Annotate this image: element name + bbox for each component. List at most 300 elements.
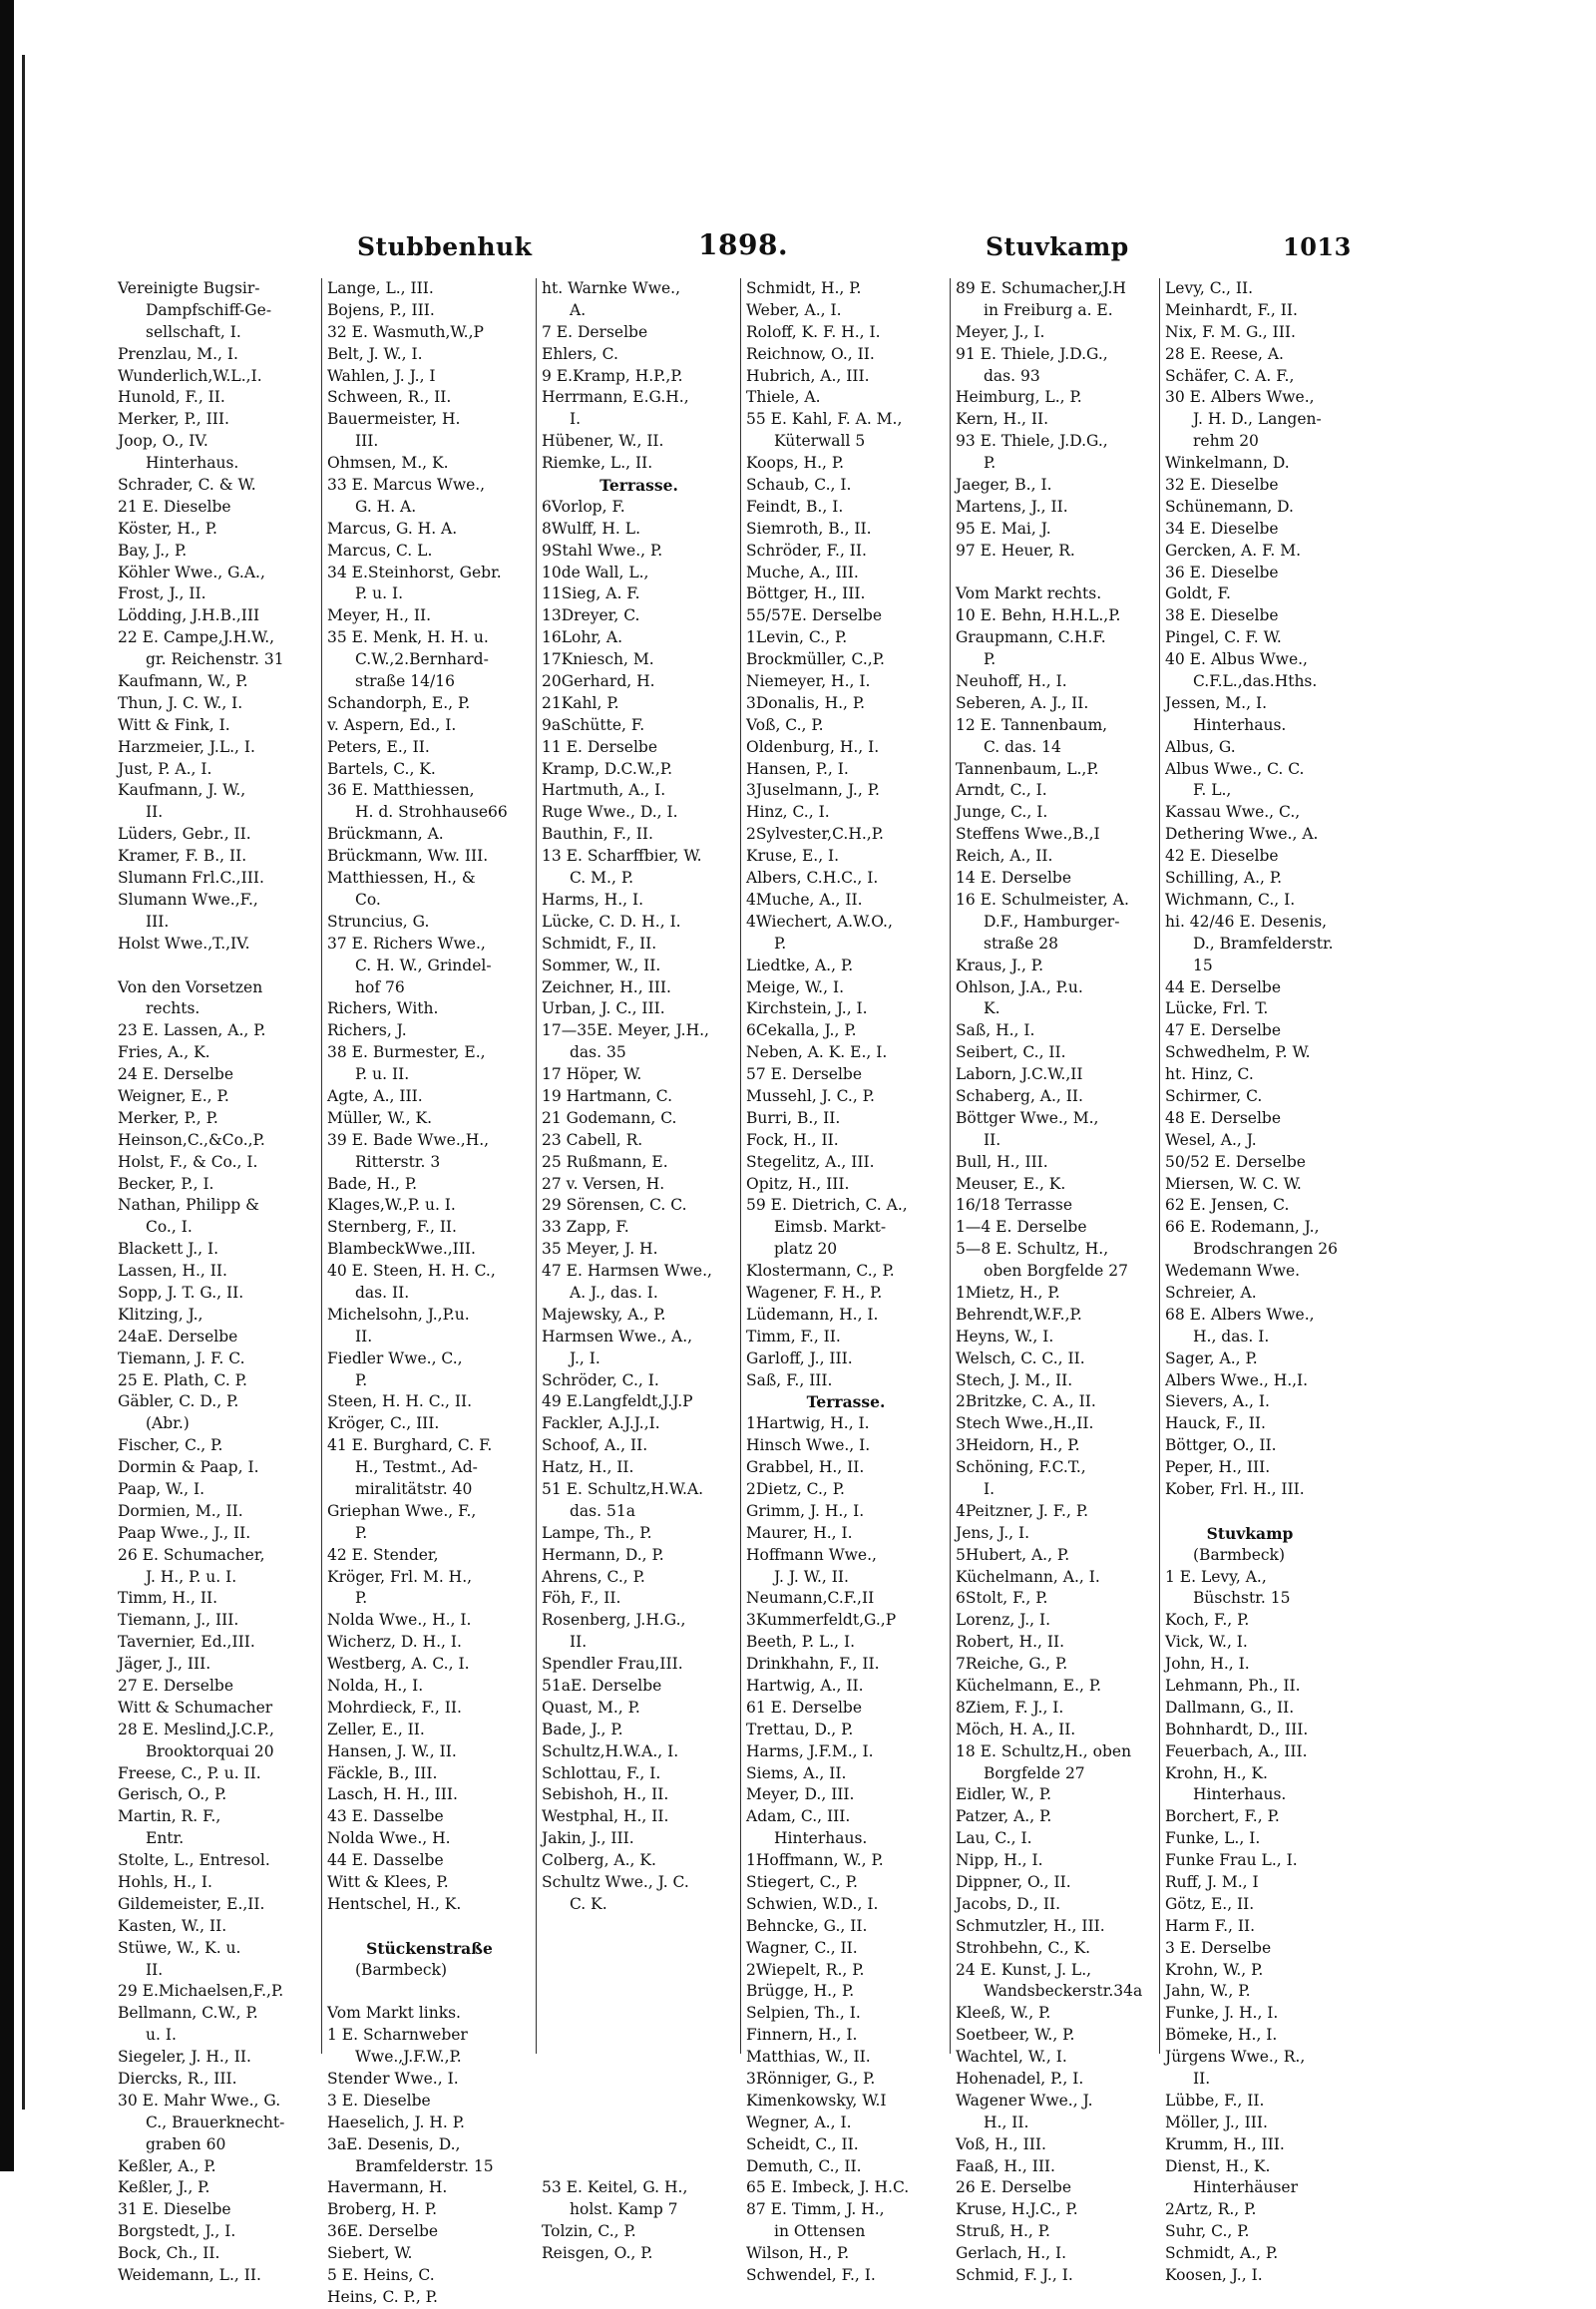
directory-entry: Vom Markt rechts. (956, 584, 1102, 603)
column-5 (956, 278, 1155, 2285)
directory-entry: Blackett J., I. (118, 1240, 219, 1259)
directory-entry: Hinterhäuser (1193, 2178, 1299, 2197)
directory-entry: Borgstedt, J., I. (118, 2222, 236, 2241)
directory-entry: Bay, J., P. (118, 541, 188, 560)
directory-entry: Patzer, A., P. (956, 1807, 1052, 1826)
directory-entry: 87 E. Timm, J. H., (746, 2200, 885, 2219)
directory-entry: Stiegert, C., P. (746, 1873, 858, 1892)
directory-entry (542, 2091, 736, 2113)
directory-entry: Böttger, O., II. (1165, 1436, 1277, 1455)
directory-entry: Slumann Wwe.,F., (118, 890, 258, 909)
directory-entry: Stender Wwe., I. (327, 2070, 459, 2089)
column-6 (1165, 278, 1339, 2285)
column-3 (542, 278, 736, 2263)
directory-entry: 89 E. Schumacher,J.H (956, 279, 1126, 297)
directory-entry: 36 E. Dieselbe (1165, 563, 1279, 581)
directory-entry: 16Lohr, A. (542, 628, 623, 647)
directory-entry: 47 E. Derselbe (1165, 1021, 1282, 1040)
directory-entry: Bade, H., P. (327, 1174, 418, 1193)
directory-entry: J. H. D., Langen- (1193, 410, 1322, 429)
directory-entry: Kramp, D.C.W.,P. (542, 759, 673, 778)
directory-entry: Jahn, W., P. (1165, 1982, 1251, 2001)
directory-entry: Vereinigte Bugsir- (118, 279, 260, 297)
column-divider (321, 278, 322, 2054)
directory-entry: Merker, P., III. (118, 410, 229, 429)
directory-entry: Lüdemann, H., I. (746, 1305, 879, 1324)
directory-entry: 32 E. Wasmuth,W.,P (327, 322, 484, 341)
directory-entry (542, 1981, 736, 2003)
directory-entry: Schmidt, H., P. (746, 279, 862, 297)
directory-entry: 11Sieg, A. F. (542, 584, 640, 603)
directory-entry: Brockmüller, C.,P. (746, 650, 885, 669)
directory-entry: Vick, W., I. (1165, 1633, 1248, 1652)
directory-entry: 43 E. Dasselbe (327, 1807, 444, 1826)
directory-entry: Belt, J. W., I. (327, 344, 423, 363)
directory-entry: Albus, G. (1165, 737, 1236, 756)
directory-entry: 51aE. Derselbe (542, 1677, 662, 1695)
directory-entry: Lau, C., I. (956, 1829, 1032, 1848)
directory-entry: Stückenstraße (366, 1938, 493, 1958)
directory-entry: Goldt, F. (1165, 584, 1231, 603)
directory-entry: Klostermann, C., P. (746, 1262, 895, 1281)
directory-entry: Borchert, F., P. (1165, 1807, 1280, 1826)
directory-entry: Siemroth, B., II. (746, 519, 872, 538)
directory-entry: Tavernier, Ed.,III. (118, 1633, 255, 1652)
directory-entry: Fäckle, B., III. (327, 1763, 438, 1782)
directory-entry: Möch, H. A., II. (956, 1720, 1076, 1738)
directory-entry: Sopp, J. T. G., II. (118, 1283, 244, 1302)
directory-entry: Saß, H., I. (956, 1021, 1035, 1040)
directory-entry: Jens, J., I. (956, 1523, 1030, 1542)
directory-entry (542, 2134, 736, 2156)
directory-entry: Bellmann, C.W., P. (118, 2004, 258, 2023)
directory-entry: Demuth, C., II. (746, 2156, 862, 2175)
directory-entry: Krumm, H., III. (1165, 2134, 1285, 2153)
directory-entry: Frost, J., II. (118, 584, 206, 603)
directory-entry: Fock, H., II. (746, 1130, 839, 1149)
directory-entry: H., das. I. (1193, 1327, 1270, 1346)
directory-entry: Kraus, J., P. (956, 956, 1044, 974)
directory-entry: Hartmuth, A., I. (542, 781, 666, 800)
directory-entry: 35 Meyer, J. H. (542, 1240, 658, 1259)
directory-entry: Drinkhahn, F., II. (746, 1655, 880, 1674)
directory-entry: P. (355, 1370, 368, 1389)
directory-entry: 21Kahl, P. (542, 693, 619, 712)
directory-entry: Lücke, C. D. H., I. (542, 912, 681, 931)
directory-entry: holst. Kamp 7 (570, 2200, 678, 2219)
directory-entry: Marcus, C. L. (327, 541, 433, 560)
directory-entry: Kleeß, W., P. (956, 2004, 1051, 2023)
directory-entry: straße 28 (984, 934, 1059, 953)
directory-entry: Peper, H., III. (1165, 1458, 1271, 1477)
directory-entry: Trettau, D., P. (746, 1720, 854, 1738)
directory-entry: Böttger, H., III. (746, 584, 866, 603)
directory-entry: 2Britzke, C. A., II. (956, 1392, 1096, 1411)
directory-entry: 32 E. Dieselbe (1165, 476, 1279, 495)
directory-entry: Arndt, C., I. (956, 781, 1047, 800)
directory-entry: C.W.,2.Bernhard- (355, 650, 489, 669)
directory-entry: 2Artz, R., P. (1165, 2200, 1257, 2219)
directory-entry: Heins, C. P., P. (327, 2287, 438, 2306)
directory-entry: Vom Markt links. (327, 2004, 461, 2023)
directory-entry: 7 E. Derselbe (542, 322, 648, 341)
directory-entry: Kober, Frl. H., III. (1165, 1479, 1305, 1498)
directory-entry: P. u. II. (355, 1065, 410, 1084)
directory-entry: P. (984, 454, 997, 473)
directory-entry: Meyer, D., III. (746, 1785, 855, 1804)
directory-entry: Tolzin, C., P. (542, 2222, 636, 2241)
directory-entry: Heyns, W., I. (956, 1327, 1054, 1346)
directory-entry: Haeselich, J. H. P. (327, 2113, 465, 2131)
directory-entry: Lorenz, J., I. (956, 1611, 1051, 1630)
directory-entry: 47 E. Harmsen Wwe., (542, 1262, 712, 1281)
directory-entry: 13Dreyer, C. (542, 606, 640, 625)
directory-entry: Kruse, H.J.C., P. (956, 2200, 1078, 2219)
directory-entry: A. J., das. I. (570, 1283, 658, 1302)
directory-entry: Timm, F., II. (746, 1327, 841, 1346)
directory-entry: Wedemann Wwe. (1165, 1262, 1301, 1281)
directory-entry: Hinsch Wwe., I. (746, 1436, 871, 1455)
directory-entry: Hübener, W., II. (542, 432, 664, 451)
directory-entry: 3Donalis, H., P. (746, 693, 866, 712)
directory-entry: P. u. I. (355, 584, 404, 603)
directory-entry: Nolda, H., I. (327, 1677, 424, 1695)
directory-entry: 16/18 Terrasse (956, 1196, 1073, 1215)
directory-entry: Nolda Wwe., H., I. (327, 1611, 472, 1630)
directory-entry: Neuhoff, H., I. (956, 672, 1067, 691)
directory-entry: 40 E. Steen, H. H. C., (327, 1262, 496, 1281)
directory-entry: Jäger, J., III. (118, 1655, 211, 1674)
directory-entry: 91 E. Thiele, J.D.G., (956, 344, 1108, 363)
directory-entry: Miersen, W. C. W. (1165, 1174, 1302, 1193)
directory-entry: Schlottau, F., I. (542, 1763, 661, 1782)
directory-entry: C.F.L.,das.Hths. (1193, 672, 1318, 691)
directory-entry: Schwedhelm, P. W. (1165, 1043, 1311, 1062)
directory-entry: Harms, J.F.M., I. (746, 1741, 874, 1760)
directory-entry: Möller, J., III. (1165, 2113, 1268, 2131)
directory-entry: Welsch, C. C., II. (956, 1348, 1085, 1367)
directory-entry: Ritterstr. 3 (355, 1152, 441, 1171)
directory-entry: Michelsohn, J.,P.u. (327, 1305, 470, 1324)
directory-entry: 16 E. Schulmeister, A. (956, 890, 1129, 909)
directory-entry: Junge, C., I. (956, 803, 1048, 822)
directory-entry: Bauermeister, H. (327, 410, 461, 429)
directory-entry: 66 E. Rodemann, J., (1165, 1218, 1320, 1237)
directory-entry: Thiele, A. (746, 388, 821, 407)
directory-entry: Reisgen, O., P. (542, 2244, 653, 2263)
directory-entry (542, 2003, 736, 2025)
directory-entry: Harzmeier, J.L., I. (118, 737, 255, 756)
directory-entry: Struß, H., P. (956, 2222, 1050, 2241)
directory-entry: Havermann, H. (327, 2178, 448, 2197)
directory-entry: Freese, C., P. u. II. (118, 1763, 261, 1782)
directory-entry: Götz, E., II. (1165, 1894, 1255, 1913)
directory-entry: Schaub, C., I. (746, 476, 852, 495)
directory-entry: 20Gerhard, H. (542, 672, 655, 691)
directory-entry: Dethering Wwe., A. (1165, 825, 1319, 844)
directory-entry: 68 E. Albers Wwe., (1165, 1305, 1315, 1324)
directory-entry: Reich, A., II. (956, 847, 1053, 866)
directory-entry: Matthias, W., II. (746, 2048, 871, 2067)
directory-entry: straße 14/16 (355, 672, 455, 691)
directory-entry: Schultz,H.W.A., I. (542, 1741, 679, 1760)
directory-entry: Witt & Fink, I. (118, 715, 230, 734)
directory-entry: Gäbler, C. D., P. (118, 1392, 239, 1411)
directory-entry: Bade, J., P. (542, 1720, 623, 1738)
directory-entry: Riemke, L., II. (542, 454, 653, 473)
directory-entry: Lampe, Th., P. (542, 1523, 652, 1542)
directory-entry: Schoof, A., II. (542, 1436, 648, 1455)
directory-page (118, 214, 1352, 2306)
directory-entry: Voß, H., III. (956, 2134, 1046, 2153)
column-divider (950, 278, 951, 2054)
directory-entry: 29 E.Michaelsen,F.,P. (118, 1982, 284, 2001)
directory-entry: 15 (1193, 956, 1213, 974)
directory-entry: das. II. (355, 1283, 410, 1302)
directory-entry: 17—35E. Meyer, J.H., (542, 1021, 709, 1040)
directory-entry: 3Rönniger, G., P. (746, 2070, 876, 2089)
directory-entry: Bojens, P., III. (327, 300, 435, 319)
directory-entry: Wegner, A., I. (746, 2113, 852, 2131)
directory-entry: Böttger Wwe., M., (956, 1108, 1099, 1127)
directory-entry: 5—8 E. Schultz, H., (956, 1240, 1109, 1259)
directory-entry: Grabbel, H., II. (746, 1458, 865, 1477)
directory-entry: Diercks, R., III. (118, 2070, 237, 2089)
directory-entry: Paap, W., I. (118, 1479, 205, 1498)
directory-entry: Jessen, M., I. (1165, 693, 1268, 712)
directory-entry: II. (355, 1327, 373, 1346)
directory-entry: Föh, F., II. (542, 1589, 621, 1608)
directory-entry: 1Mietz, H., P. (956, 1283, 1060, 1302)
directory-entry: Weigner, E., P. (118, 1086, 229, 1105)
directory-entry: Sternberg, F., II. (327, 1218, 457, 1237)
directory-entry: Pingel, C. F. W. (1165, 628, 1282, 647)
directory-entry: K. (984, 999, 1000, 1018)
directory-entry: 5Hubert, A., P. (956, 1545, 1070, 1564)
directory-entry: Rosenberg, J.H.G., (542, 1611, 686, 1630)
directory-entry: 36E. Derselbe (327, 2222, 439, 2241)
directory-entry (542, 1938, 736, 1960)
directory-entry: Witt & Schumacher (118, 1698, 273, 1717)
directory-entry: 24 E. Kunst, J. L., (956, 1960, 1092, 1979)
directory-entry: 62 E. Jensen, C. (1165, 1196, 1290, 1215)
directory-entry: (Barmbeck) (1193, 1545, 1286, 1564)
directory-entry: Schwendel, F., I. (746, 2266, 876, 2285)
directory-entry: Hohls, H., I. (118, 1873, 212, 1892)
directory-entry: 17 Höper, W. (542, 1065, 642, 1084)
directory-entry (542, 2025, 736, 2047)
directory-entry: 1 E. Levy, A., (1165, 1567, 1267, 1586)
directory-entry (118, 956, 317, 977)
directory-entry: Martin, R. F., (118, 1807, 221, 1826)
directory-entry: Seibert, C., II. (956, 1043, 1066, 1062)
page-number: 1013 (1283, 232, 1352, 261)
directory-entry: P. (355, 1523, 368, 1542)
directory-entry: 1Levin, C., P. (746, 628, 848, 647)
directory-entry: Ehlers, C. (542, 344, 618, 363)
directory-entry: Ruge Wwe., D., I. (542, 803, 678, 822)
directory-entry: Heinson,C.,&Co.,P. (118, 1130, 265, 1149)
directory-entry (542, 2069, 736, 2091)
directory-entry: ht. Hinz, C. (1165, 1065, 1254, 1084)
directory-entry: Bramfelderstr. 15 (355, 2156, 494, 2175)
directory-entry: Wicherz, D. H., I. (327, 1633, 462, 1652)
directory-entry: Stolte, L., Entresol. (118, 1851, 270, 1870)
directory-entry: Zeichner, H., III. (542, 977, 671, 996)
book-gutter-edge (22, 55, 25, 2110)
directory-entry: 51 E. Schultz,H.W.A. (542, 1479, 704, 1498)
page-header (118, 214, 1352, 262)
directory-entry: Stuvkamp (1206, 1523, 1294, 1543)
directory-entry: Scheidt, C., II. (746, 2134, 859, 2153)
directory-entry: Albers Wwe., H.,I. (1165, 1370, 1309, 1389)
directory-entry: Terrasse. (599, 476, 678, 496)
directory-entry: Becker, P., I. (118, 1174, 214, 1193)
directory-entry: Eidler, W., P. (956, 1785, 1052, 1804)
directory-entry: Martens, J., II. (956, 497, 1068, 516)
directory-entry: 38 E. Burmester, E., (327, 1043, 486, 1062)
directory-entry: 53 E. Keitel, G. H., (542, 2178, 688, 2197)
directory-entry: F. L., (1193, 781, 1232, 800)
directory-entry: Niemeyer, H., I. (746, 672, 871, 691)
column-1 (118, 278, 317, 2285)
directory-entry: Köster, H., P. (118, 519, 217, 538)
directory-entry: Lücke, Frl. T. (1165, 999, 1269, 1018)
directory-entry: 34 E.Steinhorst, Gebr. (327, 563, 502, 581)
directory-entry: Nathan, Philipp & (118, 1196, 259, 1215)
directory-entry: Robert, H., II. (956, 1633, 1065, 1652)
directory-entry: Matthiessen, H., & (327, 869, 476, 888)
directory-entry: graben 60 (146, 2134, 226, 2153)
directory-entry: Wandsbeckerstr.34a (984, 1982, 1143, 2001)
directory-entry: Meyer, H., II. (327, 606, 432, 625)
directory-entry: Hinterhaus. (146, 454, 239, 473)
directory-entry: Roloff, K. F. H., I. (746, 322, 881, 341)
directory-entry: Schmid, F. J., I. (956, 2266, 1073, 2285)
directory-entry: 17Kniesch, M. (542, 650, 654, 669)
directory-entry: Harm F., II. (1165, 1916, 1256, 1935)
directory-entry: Bauthin, F., II. (542, 825, 653, 844)
directory-entry: Hinz, C., I. (746, 803, 830, 822)
directory-entry: Jaeger, B., I. (956, 476, 1052, 495)
directory-entry: 4Muche, A., II. (746, 890, 863, 909)
directory-entry: 19 Hartmann, C. (542, 1086, 673, 1105)
directory-entry: Entr. (146, 1829, 185, 1848)
directory-entry: Brückmann, Ww. III. (327, 847, 489, 866)
directory-entry: II. (146, 1960, 164, 1979)
directory-entry: Urban, J. C., III. (542, 999, 665, 1018)
directory-entry: Dampfschiff-Ge- (146, 300, 272, 319)
directory-entry (956, 563, 1155, 584)
directory-entry: Schöning, F.C.T., (956, 1458, 1086, 1477)
directory-entry: Schultz Wwe., J. C. (542, 1873, 689, 1892)
directory-entry: Nolda Wwe., H. (327, 1829, 451, 1848)
directory-entry: Hansen, P., I. (746, 759, 849, 778)
directory-entry: Hentschel, H., K. (327, 1894, 462, 1913)
directory-entry: Kröger, C., III. (327, 1414, 440, 1433)
directory-entry: Witt & Klees, P. (327, 1873, 449, 1892)
directory-entry: Feuerbach, A., III. (1165, 1741, 1308, 1760)
directory-entry: Schrader, C. & W. (118, 476, 256, 495)
directory-entry: Wahlen, J. J., I (327, 366, 436, 385)
year-heading: 1898. (698, 228, 789, 261)
directory-entry: Reichnow, O., II. (746, 344, 875, 363)
directory-entry: Tiemann, J. F. C. (118, 1348, 245, 1367)
directory-entry: H. d. Strohhause66 (355, 803, 508, 822)
directory-entry: Ruff, J. M., I (1165, 1873, 1259, 1892)
directory-entry: Zeller, E., II. (327, 1720, 425, 1738)
directory-entry: Sommer, W., II. (542, 956, 661, 974)
directory-entry: Köhler Wwe., G.A., (118, 563, 265, 581)
directory-entry: 9Stahl Wwe., P. (542, 541, 663, 560)
directory-entry: platz 20 (774, 1240, 838, 1259)
directory-entry: Adam, C., III. (746, 1807, 851, 1826)
directory-entry: Wilson, H., P. (746, 2244, 850, 2263)
directory-entry: C. M., P. (570, 869, 634, 888)
directory-entry: Albus Wwe., C. C. (1165, 759, 1305, 778)
directory-entry: Ohlson, J.A., P.u. (956, 977, 1083, 996)
column-divider (740, 278, 741, 2054)
directory-entry: Tannenbaum, L.,P. (956, 759, 1099, 778)
directory-entry: Borgfelde 27 (984, 1763, 1085, 1782)
directory-entry: Hinterhaus. (1193, 1785, 1287, 1804)
directory-entry: Hartwig, A., II. (746, 1677, 864, 1695)
directory-entry: Wwe.,J.F.W.,P. (355, 2048, 462, 2067)
directory-entry: 27 v. Versen, H. (542, 1174, 665, 1193)
directory-entry: 59 E. Dietrich, C. A., (746, 1196, 908, 1215)
directory-entry: Westberg, A. C., I. (327, 1655, 470, 1674)
directory-entry: Richers, J. (327, 1021, 407, 1040)
directory-entry: Liedtke, A., P. (746, 956, 854, 974)
directory-entry: 28 E. Reese, A. (1165, 344, 1284, 363)
directory-entry: 21 Godemann, C. (542, 1108, 677, 1127)
directory-entry: ht. Warnke Wwe., (542, 279, 681, 297)
directory-entry: rehm 20 (1193, 432, 1259, 451)
directory-entry: III. (146, 912, 170, 931)
directory-entry: 1—4 E. Derselbe (956, 1218, 1087, 1237)
directory-entry: Soetbeer, W., P. (956, 2026, 1075, 2045)
directory-entry: das. 51a (570, 1501, 635, 1520)
directory-entry: Wagener Wwe., J. (956, 2091, 1093, 2110)
directory-entry: Hoffmann Wwe., (746, 1545, 877, 1564)
directory-entry (542, 2156, 736, 2178)
directory-entry: Paap Wwe., J., II. (118, 1523, 251, 1542)
directory-entry: D., Bramfelderstr. (1193, 934, 1334, 953)
directory-entry: Bock, Ch., II. (118, 2244, 220, 2263)
directory-entry: Muche, A., III. (746, 563, 859, 581)
directory-entry: II. (1193, 2070, 1211, 2089)
directory-entry: Schröder, F., II. (746, 541, 867, 560)
directory-entry: Fackler, A.J.J.,I. (542, 1414, 660, 1433)
directory-entry: Jacobs, D., II. (956, 1894, 1061, 1913)
directory-entry: Meyer, J., I. (956, 322, 1045, 341)
directory-entry: II. (146, 803, 164, 822)
directory-entry: Mohrdieck, F., II. (327, 1698, 462, 1717)
directory-entry (327, 1916, 532, 1938)
directory-entry (327, 1981, 532, 2003)
directory-entry: Struncius, G. (327, 912, 430, 931)
directory-entry: das. 35 (570, 1043, 626, 1062)
directory-entry: Prenzlau, M., I. (118, 344, 238, 363)
directory-entry: Kassau Wwe., C., (1165, 803, 1301, 822)
directory-entry: 14 E. Derselbe (956, 869, 1072, 888)
directory-entry (542, 1960, 736, 1982)
directory-entry: Lassen, H., II. (118, 1262, 227, 1281)
directory-entry: C. K. (570, 1894, 607, 1913)
directory-entry: Broberg, H. P. (327, 2200, 437, 2219)
directory-entry: 25 Rußmann, E. (542, 1152, 668, 1171)
directory-entry: I. (570, 410, 582, 429)
